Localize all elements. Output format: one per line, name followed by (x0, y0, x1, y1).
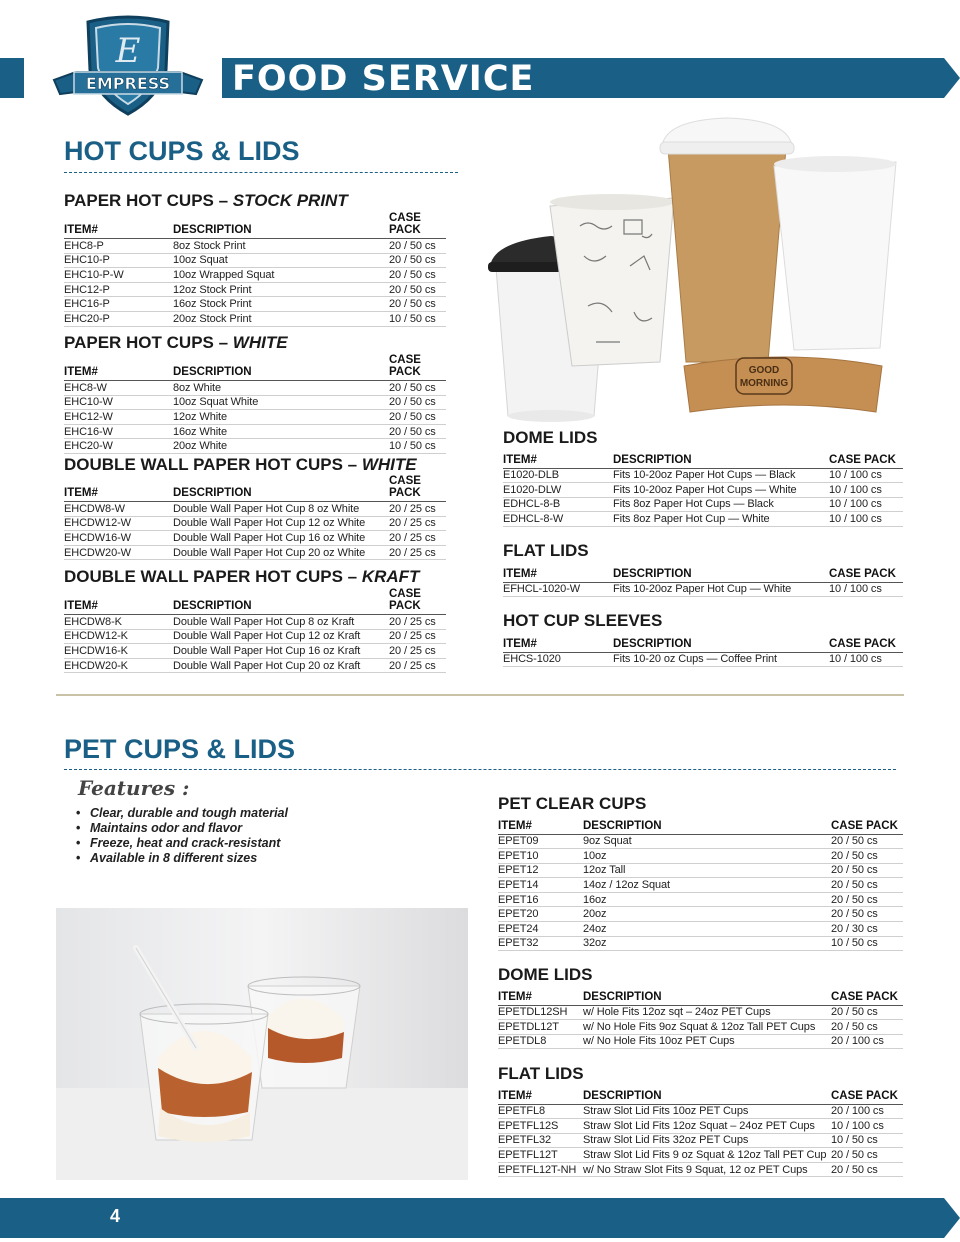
case-pack-cell: 20 / 50 cs (831, 907, 903, 922)
case-pack-cell: 20 / 50 cs (389, 297, 446, 312)
table-row (64, 615, 446, 630)
flat-lids-table (503, 565, 903, 597)
item-cell: E1020-DLW (503, 483, 613, 498)
description-cell: 10oz (583, 849, 831, 864)
table-header-row (64, 475, 446, 502)
description-cell: Double Wall Paper Hot Cup 20 oz White (173, 545, 389, 560)
case-pack-cell: 10 / 50 cs (389, 311, 446, 326)
case-pack-cell: 10 / 100 cs (831, 1119, 903, 1134)
sleeves-heading: HOT CUP SLEEVES (503, 611, 663, 630)
description-cell: w/ No Hole Fits 9oz Squat & 12oz Tall PET Cups (583, 1020, 831, 1035)
description-cell: Double Wall Paper Hot Cup 8 oz White (173, 502, 389, 517)
table-row (498, 1104, 903, 1119)
sleeves-table (503, 635, 903, 667)
table-row (498, 1020, 903, 1035)
item-cell: EHC10-P (64, 253, 173, 268)
features-title: Features : (78, 776, 190, 800)
case-pack-cell: 10 / 100 cs (829, 497, 903, 512)
description-cell: 10oz Squat White (173, 395, 389, 410)
description-cell: 20oz Stock Print (173, 311, 389, 326)
case-pack-cell: 20 / 50 cs (831, 834, 903, 849)
item-cell: EPET09 (498, 834, 583, 849)
description-cell: Straw Slot Lid Fits 12oz Squat – 24oz PET Cups (583, 1119, 831, 1134)
pet-dome-lids-heading: DOME LIDS (498, 965, 593, 984)
item-header: ITEM# (503, 565, 613, 582)
feature-item: • Available in 8 different sizes (76, 851, 258, 865)
description-cell: 16oz Stock Print (173, 297, 389, 312)
item-cell: EFHCL-1020-W (503, 582, 613, 597)
table-row (498, 1119, 903, 1134)
table-row (64, 629, 446, 644)
item-cell: EHCDW8-K (64, 615, 173, 630)
table-header-row (503, 451, 903, 468)
table-row (503, 652, 903, 667)
description-cell: 32oz (583, 936, 831, 951)
description-cell: Straw Slot Lid Fits 10oz PET Cups (583, 1104, 831, 1119)
case-pack-cell: 10 / 100 cs (829, 652, 903, 667)
table-row (503, 582, 903, 597)
item-cell: EPET32 (498, 936, 583, 951)
case-pack-header: CASE PACK (389, 588, 446, 615)
item-header: ITEM# (503, 451, 613, 468)
double-kraft-table (64, 588, 446, 673)
section-divider (56, 694, 904, 696)
case-pack-cell: 20 / 25 cs (389, 545, 446, 560)
pet-cups-title: PET CUPS & LIDS (64, 734, 296, 764)
description-cell: 12oz White (173, 410, 389, 425)
description-cell: Fits 10-20 oz Cups — Coffee Print (613, 652, 829, 667)
item-header: ITEM# (503, 635, 613, 652)
item-cell: EHCDW20-K (64, 658, 173, 673)
case-pack-cell: 20 / 50 cs (831, 863, 903, 878)
item-cell: EHCS-1020 (503, 652, 613, 667)
table-row (64, 268, 446, 283)
item-cell: EPET20 (498, 907, 583, 922)
description-cell: 20oz (583, 907, 831, 922)
svg-text:MORNING: MORNING (739, 378, 789, 389)
description-header: DESCRIPTION (173, 588, 389, 615)
hot-cups-title: HOT CUPS & LIDS (64, 136, 300, 166)
item-cell: EHC16-P (64, 297, 173, 312)
item-cell: EDHCL-8-B (503, 497, 613, 512)
double-white-heading: DOUBLE WALL PAPER HOT CUPS – WHITE (64, 455, 417, 474)
description-cell: 12oz Tall (583, 863, 831, 878)
case-pack-header: CASE PACK (389, 212, 446, 239)
table-header-row (503, 565, 903, 582)
table-row (498, 849, 903, 864)
description-cell: Fits 10-20oz Paper Hot Cups — White (613, 483, 829, 498)
item-cell: EPET24 (498, 922, 583, 937)
header-banner (0, 58, 960, 98)
item-cell: EHCDW20-W (64, 545, 173, 560)
case-pack-cell: 20 / 25 cs (389, 644, 446, 659)
case-pack-cell: 10 / 50 cs (389, 439, 446, 454)
description-header: DESCRIPTION (583, 817, 831, 834)
table-header-row (498, 817, 903, 834)
description-cell: Straw Slot Lid Fits 9 oz Squat & 12oz Tall PET Cup (583, 1148, 831, 1163)
case-pack-cell: 20 / 25 cs (389, 615, 446, 630)
pet-dome-lids-table (498, 988, 903, 1049)
description-cell: 12oz Stock Print (173, 282, 389, 297)
table-row (498, 1034, 903, 1049)
case-pack-cell: 20 / 25 cs (389, 516, 446, 531)
item-cell: EHC12-P (64, 282, 173, 297)
table-row (64, 297, 446, 312)
description-cell: 20oz White (173, 439, 389, 454)
case-pack-cell: 20 / 25 cs (389, 658, 446, 673)
item-cell: EHCDW16-W (64, 531, 173, 546)
table-header-row (64, 212, 446, 239)
case-pack-cell: 20 / 25 cs (389, 531, 446, 546)
features-list (76, 806, 288, 866)
case-pack-cell: 20 / 50 cs (831, 1162, 903, 1177)
table-row (498, 922, 903, 937)
table-row (498, 863, 903, 878)
logo-monogram: E (115, 31, 141, 71)
description-cell: w/ Hole Fits 12oz sqt – 24oz PET Cups (583, 1005, 831, 1020)
description-header: DESCRIPTION (173, 475, 389, 502)
double-kraft-heading: DOUBLE WALL PAPER HOT CUPS – KRAFT (64, 567, 420, 586)
case-pack-cell: 10 / 100 cs (829, 582, 903, 597)
case-pack-header: CASE PACK (831, 988, 903, 1005)
description-cell: Fits 10-20oz Paper Hot Cup — White (613, 582, 829, 597)
case-pack-header: CASE PACK (829, 635, 903, 652)
table-header-row (498, 988, 903, 1005)
item-cell: E1020-DLB (503, 468, 613, 483)
case-pack-header: CASE PACK (829, 451, 903, 468)
item-cell: EHC8-P (64, 239, 173, 254)
table-row (64, 439, 446, 454)
footer-banner (0, 1198, 960, 1238)
case-pack-cell: 20 / 50 cs (389, 381, 446, 396)
table-row (64, 239, 446, 254)
description-cell: 10oz Squat (173, 253, 389, 268)
stock-print-table (64, 212, 446, 327)
case-pack-cell: 20 / 50 cs (389, 268, 446, 283)
white-heading: PAPER HOT CUPS – WHITE (64, 333, 288, 352)
white-table (64, 354, 446, 454)
case-pack-cell: 20 / 50 cs (389, 253, 446, 268)
case-pack-cell: 20 / 50 cs (831, 878, 903, 893)
item-header: ITEM# (64, 212, 173, 239)
flat-lids-heading: FLAT LIDS (503, 541, 589, 560)
case-pack-cell: 20 / 50 cs (831, 892, 903, 907)
description-cell: Straw Slot Lid Fits 32oz PET Cups (583, 1133, 831, 1148)
table-row (498, 1148, 903, 1163)
item-header: ITEM# (64, 354, 173, 381)
table-header-row (64, 588, 446, 615)
item-cell: EHCDW8-W (64, 502, 173, 517)
case-pack-cell: 20 / 25 cs (389, 629, 446, 644)
case-pack-cell: 20 / 50 cs (831, 1148, 903, 1163)
case-pack-cell: 20 / 50 cs (389, 239, 446, 254)
item-cell: EPETFL12S (498, 1119, 583, 1134)
item-cell: EHCDW12-K (64, 629, 173, 644)
pet-cups-photo (56, 908, 468, 1180)
case-pack-cell: 20 / 100 cs (831, 1104, 903, 1119)
item-cell: EHC8-W (64, 381, 173, 396)
table-header-row (64, 354, 446, 381)
dome-lids-table (503, 451, 903, 527)
item-cell: EPETDL12SH (498, 1005, 583, 1020)
item-header: ITEM# (64, 475, 173, 502)
description-cell: w/ No Hole Fits 10oz PET Cups (583, 1034, 831, 1049)
item-cell: EPETFL12T (498, 1148, 583, 1163)
table-row (503, 468, 903, 483)
item-cell: EHCDW12-W (64, 516, 173, 531)
item-header: ITEM# (498, 817, 583, 834)
case-pack-cell: 20 / 50 cs (831, 1005, 903, 1020)
description-cell: 9oz Squat (583, 834, 831, 849)
description-cell: Fits 8oz Paper Hot Cup — White (613, 512, 829, 527)
table-row (64, 410, 446, 425)
table-row (64, 502, 446, 517)
item-header: ITEM# (498, 988, 583, 1005)
table-row (64, 311, 446, 326)
description-header: DESCRIPTION (173, 212, 389, 239)
item-cell: EPETDL8 (498, 1034, 583, 1049)
pet-flat-lids-table (498, 1087, 903, 1177)
table-row (498, 878, 903, 893)
table-row (64, 395, 446, 410)
case-pack-cell: 20 / 50 cs (389, 282, 446, 297)
pet-clear-cups-table (498, 817, 903, 951)
item-cell: EHC12-W (64, 410, 173, 425)
logo-text: EMPRESS (85, 74, 171, 93)
table-row (64, 253, 446, 268)
hot-cups-photo (484, 116, 930, 428)
case-pack-cell: 20 / 100 cs (831, 1034, 903, 1049)
description-cell: 8oz Stock Print (173, 239, 389, 254)
case-pack-header: CASE PACK (389, 475, 446, 502)
description-cell: Double Wall Paper Hot Cup 16 oz White (173, 531, 389, 546)
feature-item: • Freeze, heat and crack-resistant (76, 836, 281, 850)
case-pack-header: CASE PACK (831, 1087, 903, 1104)
item-cell: EDHCL-8-W (503, 512, 613, 527)
item-cell: EHCDW16-K (64, 644, 173, 659)
table-row (64, 545, 446, 560)
description-cell: 16oz (583, 892, 831, 907)
description-cell: 8oz White (173, 381, 389, 396)
table-row (498, 834, 903, 849)
item-cell: EHC20-P (64, 311, 173, 326)
item-cell: EPET10 (498, 849, 583, 864)
pet-clear-cups-heading: PET CLEAR CUPS (498, 794, 647, 813)
description-cell: 24oz (583, 922, 831, 937)
pet-cups-divider (64, 769, 896, 770)
table-header-row (503, 635, 903, 652)
case-pack-header: CASE PACK (829, 565, 903, 582)
item-cell: EHC10-P-W (64, 268, 173, 283)
case-pack-cell: 10 / 100 cs (829, 468, 903, 483)
table-row (503, 512, 903, 527)
description-cell: Double Wall Paper Hot Cup 16 oz Kraft (173, 644, 389, 659)
table-row (64, 644, 446, 659)
table-row (498, 1133, 903, 1148)
table-row (503, 497, 903, 512)
case-pack-cell: 20 / 50 cs (389, 410, 446, 425)
feature-item: • Clear, durable and tough material (76, 806, 288, 820)
item-cell: EHC16-W (64, 424, 173, 439)
table-row (498, 1162, 903, 1177)
case-pack-cell: 10 / 100 cs (829, 483, 903, 498)
description-header: DESCRIPTION (613, 635, 829, 652)
item-cell: EPET14 (498, 878, 583, 893)
stock-print-heading: PAPER HOT CUPS – STOCK PRINT (64, 191, 348, 210)
description-cell: Fits 8oz Paper Hot Cups — Black (613, 497, 829, 512)
description-cell: 10oz Wrapped Squat (173, 268, 389, 283)
description-header: DESCRIPTION (613, 451, 829, 468)
table-header-row (498, 1087, 903, 1104)
case-pack-cell: 20 / 50 cs (389, 424, 446, 439)
item-cell: EPET12 (498, 863, 583, 878)
description-cell: Double Wall Paper Hot Cup 12 oz Kraft (173, 629, 389, 644)
item-header: ITEM# (64, 588, 173, 615)
item-cell: EHC10-W (64, 395, 173, 410)
case-pack-header: CASE PACK (389, 354, 446, 381)
description-cell: 14oz / 12oz Squat (583, 878, 831, 893)
description-header: DESCRIPTION (613, 565, 829, 582)
table-row (64, 516, 446, 531)
svg-text:GOOD: GOOD (748, 365, 780, 376)
table-row (64, 531, 446, 546)
item-cell: EPET16 (498, 892, 583, 907)
table-row (64, 381, 446, 396)
description-cell: 16oz White (173, 424, 389, 439)
dome-lids-heading: DOME LIDS (503, 428, 598, 447)
banner-title: FOOD SERVICE (232, 59, 535, 99)
case-pack-cell: 10 / 50 cs (831, 1133, 903, 1148)
hot-cups-divider (64, 172, 458, 173)
case-pack-cell: 10 / 100 cs (829, 512, 903, 527)
item-cell: EPETFL12T-NH (498, 1162, 583, 1177)
feature-item: • Maintains odor and flavor (76, 821, 243, 835)
item-cell: EPETDL12T (498, 1020, 583, 1035)
case-pack-cell: 20 / 25 cs (389, 502, 446, 517)
item-cell: EPETFL32 (498, 1133, 583, 1148)
description-header: DESCRIPTION (173, 354, 389, 381)
description-header: DESCRIPTION (583, 988, 831, 1005)
table-row (503, 483, 903, 498)
case-pack-cell: 20 / 50 cs (831, 849, 903, 864)
table-row (64, 658, 446, 673)
description-cell: Double Wall Paper Hot Cup 8 oz Kraft (173, 615, 389, 630)
pet-flat-lids-heading: FLAT LIDS (498, 1064, 584, 1083)
item-cell: EPETFL8 (498, 1104, 583, 1119)
description-cell: Double Wall Paper Hot Cup 12 oz White (173, 516, 389, 531)
page-number: 4 (110, 1206, 121, 1226)
item-header: ITEM# (498, 1087, 583, 1104)
case-pack-cell: 10 / 50 cs (831, 936, 903, 951)
table-row (498, 907, 903, 922)
case-pack-cell: 20 / 50 cs (389, 395, 446, 410)
case-pack-header: CASE PACK (831, 817, 903, 834)
table-row (64, 282, 446, 297)
case-pack-cell: 20 / 30 cs (831, 922, 903, 937)
table-row (498, 892, 903, 907)
double-white-table (64, 475, 446, 560)
table-row (498, 1005, 903, 1020)
description-cell: Fits 10-20oz Paper Hot Cups — Black (613, 468, 829, 483)
description-cell: Double Wall Paper Hot Cup 20 oz Kraft (173, 658, 389, 673)
table-row (498, 936, 903, 951)
table-row (64, 424, 446, 439)
description-cell: w/ No Straw Slot Fits 9 Squat, 12 oz PET Cups (583, 1162, 831, 1177)
case-pack-cell: 20 / 50 cs (831, 1020, 903, 1035)
item-cell: EHC20-W (64, 439, 173, 454)
description-header: DESCRIPTION (583, 1087, 831, 1104)
